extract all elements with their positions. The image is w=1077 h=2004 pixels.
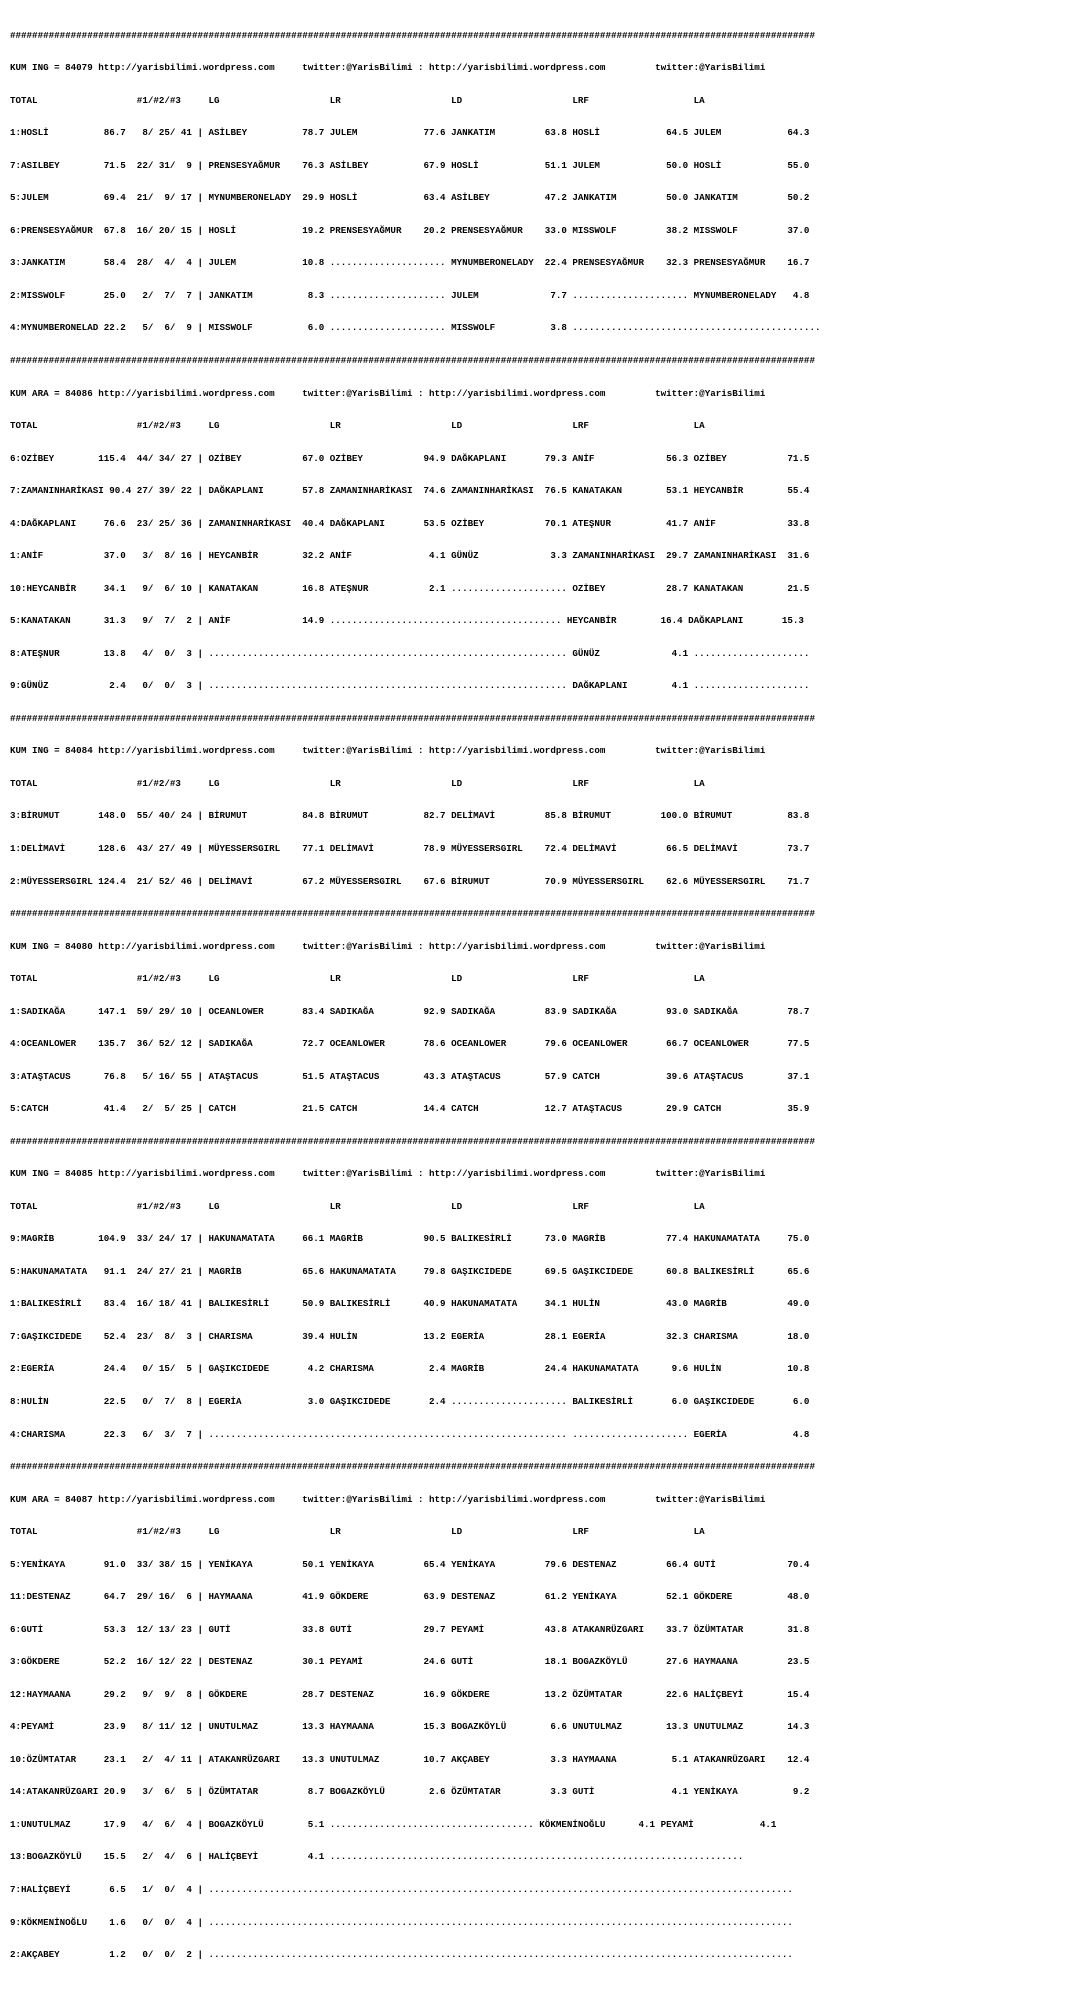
text-line: 8:ATEŞNUR 13.8 4/ 0/ 3 | ................................................................. GÜNÜZ 4.1 .....................: [10, 647, 810, 659]
text-line: 3:GÖKDERE 52.2 16/ 12/ 22 | DESTENAZ 30.1 PEYAMİ 24.6 GUTİ 18.1 BOGAZKÖYLÜ 27.6 HAYMAANA 23.5: [10, 1656, 810, 1668]
text-line: 3:BİRUMUT 148.0 55/ 40/ 24 | BİRUMUT 84.8 BİRUMUT 82.7 DELİMAVİ 85.8 BİRUMUT 100.0 BİRUMUT 83.8: [10, 810, 810, 822]
text-line: 1:HOSLİ 86.7 8/ 25/ 41 | ASİLBEY 78.7 JULEM 77.6 JANKATIM 63.8 HOSLİ 64.5 JULEM 64.3: [10, 127, 810, 139]
text-line: 11:DESTENAZ 64.7 29/ 16/ 6 | HAYMAANA 41.9 GÖKDERE 63.9 DESTENAZ 61.2 YENİKAYA 52.1 GÖKDERE 48.0: [10, 1591, 810, 1603]
text-line: 13:BOGAZKÖYLÜ 15.5 2/ 4/ 6 | HALİÇBEYİ 4.1 ...........................................................................: [10, 1851, 744, 1863]
text-line: 4:OCEANLOWER 135.7 36/ 52/ 12 | SADIKAĞA 72.7 OCEANLOWER 78.6 OCEANLOWER 79.6 OCEANLOWER 66.7 OCEANLOWER 77.5: [10, 1038, 810, 1050]
text-line: 8:HULİN 22.5 0/ 7/ 8 | EGERİA 3.0 GAŞIKCIDEDE 2.4 ..................... BALIKESİRLİ 6.0 GAŞIKCIDEDE 6.0: [10, 1396, 810, 1407]
text-line: 12:HAYMAANA 29.2 9/ 9/ 8 | GÖKDERE 28.7 DESTENAZ 16.9 GÖKDERE 13.2 ÖZÜMTATAR 22.6 HALİÇBEYİ 15.4: [10, 1688, 810, 1700]
text-line: ##################################################################################################################################################: [10, 29, 815, 41]
text-line: KUM ING = 84079 http://yarisbilimi.wordpress.com twitter:@YarisBilimi : http://yarisbilimi.wordpress.com twitter:@YarisBilimi: [10, 62, 766, 74]
text-line: 6:PRENSESYAĞMUR 67.8 16/ 20/ 15 | HOSLİ 19.2 PRENSESYAĞMUR 20.2 PRENSESYAĞMUR 33.0 MISSWOLF 38.2 MISSWOLF 37.0: [10, 224, 810, 236]
text-line: 10:ÖZÜMTATAR 23.1 2/ 4/ 11 | ATAKANRÜZGARI 13.3 UNUTULMAZ 10.7 AKÇABEY 3.3 HAYMAANA 5.1 ATAKANRÜZGARI 12.4: [10, 1753, 810, 1765]
text-line: 7:ASILBEY 71.5 22/ 31/ 9 | PRENSESYAĞMUR 76.3 ASİLBEY 67.9 HOSLİ 51.1 JULEM 50.0 HOSLİ 55.0: [10, 159, 810, 171]
text-line: TOTAL #1/#2/#3 LG LR LD LRF LA: [10, 777, 705, 789]
text-line: 7:GAŞIKCIDEDE 52.4 23/ 8/ 3 | CHARISMA 39.4 HULİN 13.2 EGERİA 28.1 EGERİA 32.3 CHARISMA 18.0: [10, 1330, 810, 1342]
text-line: TOTAL #1/#2/#3 LG LR LD LRF LA: [10, 1200, 705, 1212]
text-line: 1:ANİF 37.0 3/ 8/ 16 | HEYCANBİR 32.2 ANİF 4.1 GÜNÜZ 3.3 ZAMANINHARİKASI 29.7 ZAMANINHARİKASI 31.6: [10, 550, 810, 562]
text-line: ##################################################################################################################################################: [10, 1461, 815, 1473]
text-line: 10:HEYCANBİR 34.1 9/ 6/ 10 | KANATAKAN 16.8 ATEŞNUR 2.1 ..................... OZİBEY 28.7 KANATAKAN 21.5: [10, 582, 810, 594]
text-line: 9:MAGRİB 104.9 33/ 24/ 17 | HAKUNAMATATA 66.1 MAGRİB 90.5 BALIKESİRLİ 73.0 MAGRİB 77.4 HAKUNAMATATA 75.0: [10, 1233, 810, 1245]
text-line: KUM ING = 84084 http://yarisbilimi.wordpress.com twitter:@YarisBilimi : http://yarisbilimi.wordpress.com twitter:@YarisBilimi: [10, 745, 766, 757]
text-line: 2:EGERİA 24.4 0/ 15/ 5 | GAŞIKCIDEDE 4.2 CHARISMA 2.4 MAGRİB 24.4 HAKUNAMATATA 9.6 HULİN 10.8: [10, 1363, 810, 1375]
text-line: 4:PEYAMİ 23.9 8/ 11/ 12 | UNUTULMAZ 13.3 HAYMAANA 15.3 BOGAZKÖYLÜ 6.6 UNUTULMAZ 13.3 UNUTULMAZ 14.3: [10, 1721, 810, 1733]
text-line: 5:YENİKAYA 91.0 33/ 38/ 15 | YENİKAYA 50.1 YENİKAYA 65.4 YENİKAYA 79.6 DESTENAZ 66.4 GUTİ 70.4: [10, 1558, 810, 1570]
text-line: 2:AKÇABEY 1.2 0/ 0/ 2 | ..........................................................................................................: [10, 1949, 793, 1961]
text-line: ##################################################################################################################################################: [10, 908, 815, 920]
text-line: 2:MISSWOLF 25.0 2/ 7/ 7 | JANKATIM 8.3 ..................... JULEM 7.7 ..................... MYNUMBERONELADY 4.8: [10, 289, 810, 301]
text-line: 3:ATAŞTACUS 76.8 5/ 16/ 55 | ATAŞTACUS 51.5 ATAŞTACUS 43.3 ATAŞTACUS 57.9 CATCH 39.6 ATAŞTACUS 37.1: [10, 1070, 810, 1082]
text-line: ##################################################################################################################################################: [10, 355, 815, 366]
text-line: 5:KANATAKAN 31.3 9/ 7/ 2 | ANİF 14.9 .......................................... HEYCANBİR 16.4 DAĞKAPLANI 15.3: [10, 615, 804, 627]
text-line: 1:DELİMAVİ 128.6 43/ 27/ 49 | MÜYESSERSGIRL 77.1 DELİMAVİ 78.9 MÜYESSERSGIRL 72.4 DELİMAVİ 66.5 DELİMAVİ 73.7: [10, 842, 810, 854]
text-line: 7:HALİÇBEYİ 6.5 1/ 0/ 4 | ..........................................................................................................: [10, 1883, 793, 1895]
text-line: 14:ATAKANRÜZGARI 20.9 3/ 6/ 5 | ÖZÜMTATAR 8.7 BOGAZKÖYLÜ 2.6 ÖZÜMTATAR 3.3 GUTİ 4.1 YENİKAYA 9.2: [10, 1786, 810, 1798]
text-line: 9:KÖKMENİNOĞLU 1.6 0/ 0/ 4 | ..........................................................................................................: [10, 1916, 793, 1928]
text-line: 4:MYNUMBERONELAD 22.2 5/ 6/ 9 | MISSWOLF 6.0 ..................... MISSWOLF 3.8 .............................................: [10, 322, 821, 334]
text-line: TOTAL #1/#2/#3 LG LR LD LRF LA: [10, 1526, 705, 1538]
text-line: KUM ING = 84085 http://yarisbilimi.wordpress.com twitter:@YarisBilimi : http://yarisbilimi.wordpress.com twitter:@YarisBilimi: [10, 1168, 766, 1180]
text-line: KUM ING = 84080 http://yarisbilimi.wordpress.com twitter:@YarisBilimi : http://yarisbilimi.wordpress.com twitter:@YarisBilimi: [10, 940, 766, 952]
text-line: 5:CATCH 41.4 2/ 5/ 25 | CATCH 21.5 CATCH 14.4 CATCH 12.7 ATAŞTACUS 29.9 CATCH 35.9: [10, 1103, 810, 1115]
text-line: [10, 1983, 820, 1994]
race-statistics-text-sheet: [10, 9, 820, 2004]
text-line: ##################################################################################################################################################: [10, 1135, 815, 1147]
text-line: 5:HAKUNAMATATA 91.1 24/ 27/ 21 | MAGRİB 65.6 HAKUNAMATATA 79.8 GAŞIKCIDEDE 69.5 GAŞIKCIDEDE 60.8 BALIKESİRLİ 65.6: [10, 1265, 810, 1277]
text-line: 3:JANKATIM 58.4 28/ 4/ 4 | JULEM 10.8 ..................... MYNUMBERONELADY 22.4 PRENSESYAĞMUR 32.3 PRENSESYAĞMUR 16.7: [10, 257, 810, 269]
text-line: 1:UNUTULMAZ 17.9 4/ 6/ 4 | BOGAZKÖYLÜ 5.1 ..................................... KÖKMENİNOĞLU 4.1 PEYAMİ 4.1: [10, 1818, 777, 1830]
text-line: TOTAL #1/#2/#3 LG LR LD LRF LA: [10, 973, 705, 985]
text-line: KUM ARA = 84087 http://yarisbilimi.wordpress.com twitter:@YarisBilimi : http://yarisbilimi.wordpress.com twitter:@YarisBilimi: [10, 1493, 766, 1505]
text-line: 1:SADIKAĞA 147.1 59/ 29/ 10 | OCEANLOWER 83.4 SADIKAĞA 92.9 SADIKAĞA 83.9 SADIKAĞA 93.0 SADIKAĞA 78.7: [10, 1005, 810, 1017]
text-line: 6:OZİBEY 115.4 44/ 34/ 27 | OZİBEY 67.0 OZİBEY 94.9 DAĞKAPLANI 79.3 ANİF 56.3 OZİBEY 71.5: [10, 452, 810, 464]
text-line: 6:GUTİ 53.3 12/ 13/ 23 | GUTİ 33.8 GUTİ 29.7 PEYAMİ 43.8 ATAKANRÜZGARI 33.7 ÖZÜMTATAR 31.8: [10, 1623, 810, 1635]
text-line: KUM ARA = 84086 http://yarisbilimi.wordpress.com twitter:@YarisBilimi : http://yarisbilimi.wordpress.com twitter:@YarisBilimi: [10, 387, 766, 399]
text-line: ##################################################################################################################################################: [10, 712, 815, 724]
text-line: 7:ZAMANINHARİKASI 90.4 27/ 39/ 22 | DAĞKAPLANI 57.8 ZAMANINHARİKASI 74.6 ZAMANINHARİKASI 76.5 KANATAKAN 53.1 HEYCANBİR 55.4: [10, 485, 810, 497]
text-line: 4:CHARISMA 22.3 6/ 3/ 7 | ................................................................. ..................... EGERİA 4.8: [10, 1428, 810, 1440]
text-line: TOTAL #1/#2/#3 LG LR LD LRF LA: [10, 420, 705, 432]
text-line: 9:GÜNÜZ 2.4 0/ 0/ 3 | ................................................................. DAĞKAPLANI 4.1 .....................: [10, 680, 810, 692]
text-line: 5:JULEM 69.4 21/ 9/ 17 | MYNUMBERONELADY 29.9 HOSLİ 63.4 ASİLBEY 47.2 JANKATIM 50.0 JANKATIM 50.2: [10, 192, 810, 204]
text-line: 4:DAĞKAPLANI 76.6 23/ 25/ 36 | ZAMANINHARİKASI 40.4 DAĞKAPLANI 53.5 OZİBEY 70.1 ATEŞNUR 41.7 ANİF 33.8: [10, 517, 810, 529]
text-line: 1:BALIKESİRLİ 83.4 16/ 18/ 41 | BALIKESİRLİ 50.9 BALIKESİRLİ 40.9 HAKUNAMATATA 34.1 HULİN 43.0 MAGRİB 49.0: [10, 1298, 810, 1310]
text-line: 2:MÜYESSERSGIRL 124.4 21/ 52/ 46 | DELİMAVİ 67.2 MÜYESSERSGIRL 67.6 BİRUMUT 70.9 MÜYESSERSGIRL 62.6 MÜYESSERSGIRL 71.7: [10, 875, 810, 887]
text-line: TOTAL #1/#2/#3 LG LR LD LRF LA: [10, 94, 705, 106]
